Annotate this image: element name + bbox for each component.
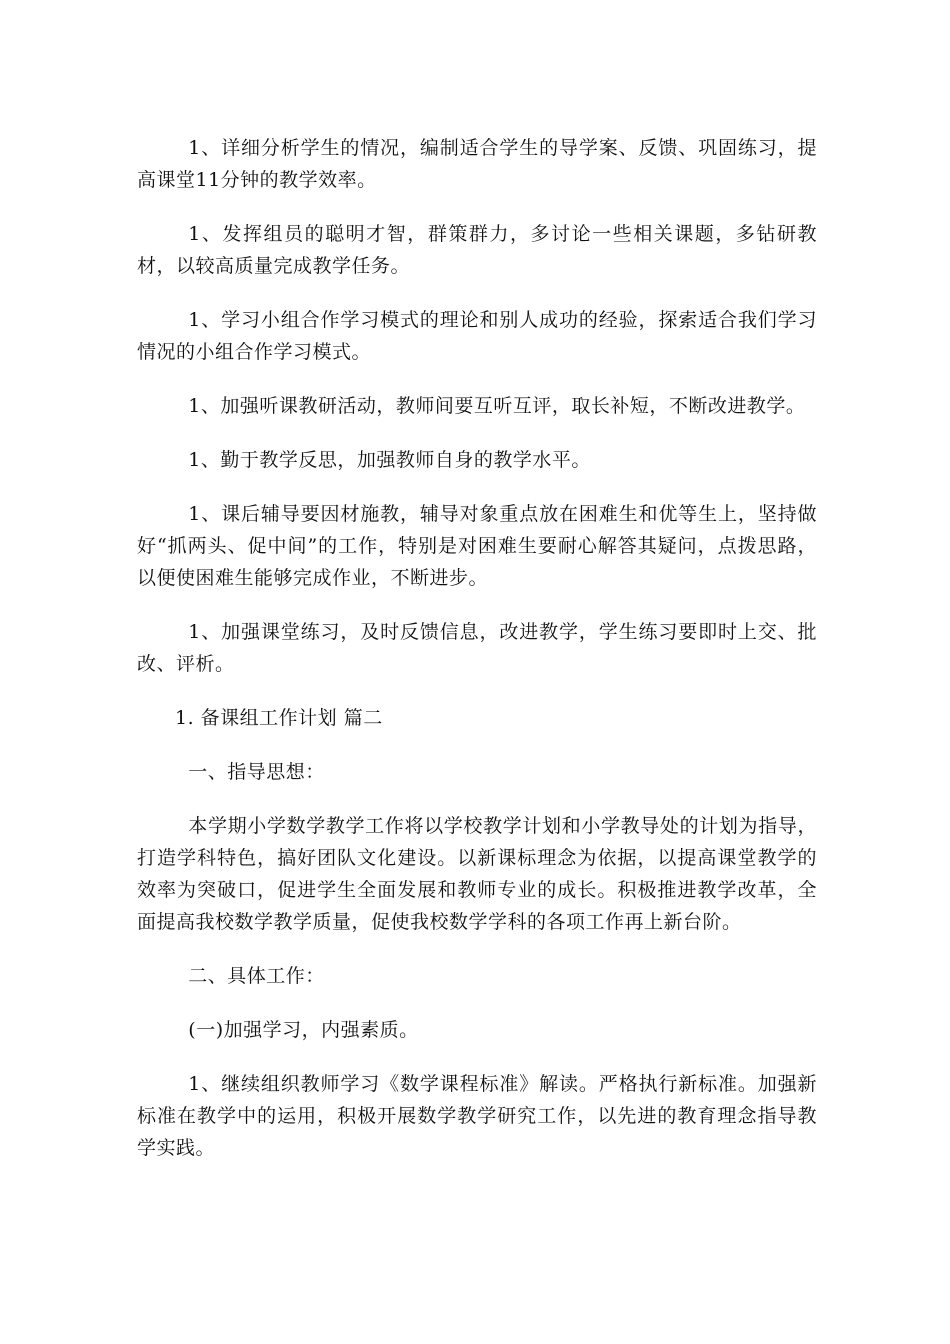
guiding-text: 本学期小学数学教学工作将以学校教学计划和小学教导处的计划为指导，打造学科特色，搞好团队文化建设。以新课标理念为依据，以提高课堂教学的效率为突破口，促进学生全面发展和教师专业的成长。积极推进教学改革，全面提高我校数学教学质量，促使我校数学学科的各项工作再上新台阶。 (137, 815, 817, 933)
paragraph-group-learning: 1、学习小组合作学习模式的理论和别人成功的经验，探索适合我们学习情况的小组合作学习模式。 (137, 309, 817, 363)
section-title: 1. 备课组工作计划 篇二 (175, 707, 383, 729)
work-heading: 二、具体工作： (188, 965, 325, 987)
paragraph-reflection: 1、勤于教学反思，加强教师自身的教学水平。 (188, 449, 591, 471)
paragraph-collaboration: 1、发挥组员的聪明才智，群策群力，多讨论一些相关课题，多钻研教材，以较高质量完成教学任务。 (137, 223, 817, 277)
work-sub-heading: (一)加强学习，内强素质。 (188, 1019, 419, 1041)
work-item: 1、继续组织教师学习《数学课程标准》解读。严格执行新标准。加强新标准在教学中的运用，积极开展数学教学研究工作，以先进的教育理念指导教学实践。 (137, 1073, 817, 1159)
document-body (137, 132, 817, 1186)
paragraph-analysis: 1、详细分析学生的情况，编制适合学生的导学案、反馈、巩固练习，提高课堂11分钟的教学效率。 (137, 137, 817, 191)
paragraph-practice: 1、加强课堂练习，及时反馈信息，改进教学，学生练习要即时上交、批改、评析。 (137, 621, 817, 675)
paragraph-tutoring: 1、课后辅导要因材施教，辅导对象重点放在困难生和优等生上，坚持做好“抓两头、促中间”的工作，特别是对困难生要耐心解答其疑问，点拨思路，以便使困难生能够完成作业，不断进步。 (137, 503, 817, 589)
guiding-heading: 一、指导思想： (188, 761, 325, 783)
paragraph-lesson-observation: 1、加强听课教研活动，教师间要互听互评，取长补短，不断改进教学。 (188, 395, 806, 417)
